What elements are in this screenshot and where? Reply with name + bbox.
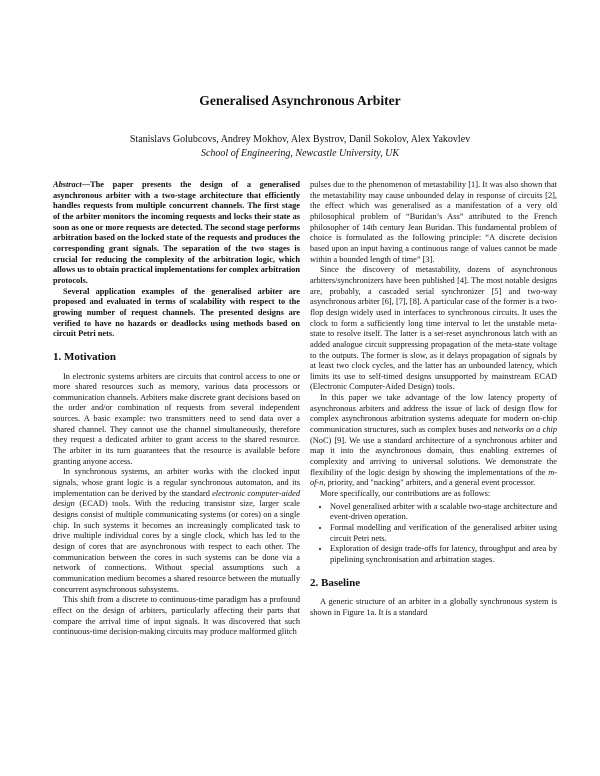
abstract [53,180,300,340]
motivation-paragraph-3: This shift from a discrete to continuous-time paradigm has a profound effect on the design of arbiters, particularly affecting their parts that compare the arrival time of input signals. It was discovered that such continuous-time decision-making circuits may produce malformed glitch [53,595,300,637]
list-item: • Novel generalised arbiter with a scalable two-stage architecture and event-driven operation. [330,502,557,523]
right-paragraph-1: pulses due to the phenomenon of metastability [1]. It was also shown that the metastability may cause unbounded delay in response of circuits [2], the effect which was generalised as a manifestation of a very old philosophical problem of “Buridan’s Ass” attributed to the French philosopher of 14th century Jean Buridan. This fundamental problem of choice is formulated as the following principle: “A discrete decision based upon an input having a continuous range of values cannot be made within a bounded length of time” [3]. [310,180,557,264]
section-heading-baseline: 2. Baseline [310,576,361,589]
abstract-paragraph-1: Abstract—The paper presents the design of a generalised asynchronous arbiter with a two-stage architecture that efficiently handles requests from multiple concurrent channels. The first stage of the arbiter monitors the incoming requests and locks their state as soon as one or more requests are detected. The second stage performs arbitration based on the locked state of the requests and produces the corresponding grant signals. The separation of the two stages is crucial for reducing the complexity of the arbitration logic, which allows us to obtain practical implementations for complex arbitration protocols. [53,180,300,285]
list-item: • Exploration of design trade-offs for latency, throughput and area by pipelining synchronisation and arbitration stages. [330,544,557,565]
left-column [53,180,300,638]
right-column [310,180,557,619]
motivation-paragraph-1: In electronic systems arbiters are circuits that control access to one or more shared resources such as memory, various data processors or communication channels. Arbiters make discrete grant decisions based on the order and/or combination of requests from several independent sources. A basic example: two transmitters need to send data over a shared channel. They cannot use the channel simultaneously, therefore they request a dedicated arbiter to grant access to the shared resource. The arbiter in its turn guarantees that the resource is available before granting anyone access. [53,371,300,466]
abstract-paragraph-2: Several application examples of the generalised arbiter are proposed and evaluated in terms of scalability with respect to the growing number of request channels. The presented designs are verified to have no hazards or deadlocks using methods based on circuit Petri nets. [53,286,300,339]
author-list: Stanislavs Golubcovs, Andrey Mokhov, Alex Bystrov, Danil Sokolov, Alex Yakovlev [129,134,471,145]
list-item: • Formal modelling and verification of the generalised arbiter using circuit Petri nets. [330,523,557,544]
affiliation: School of Engineering, Newcastle University, UK [200,148,400,159]
section-heading-motivation: 1. Motivation [53,350,116,363]
right-paragraph-3: In this paper we take advantage of the low latency property of asynchronous arbiters and address the issue of lack of design flow for complex asynchronous arbitration systems adequate for modern on-chip communication structures, such as complex buses and networks on a chip (NoC) [9]. We use a standard architecture of a synchronous arbiter and map it into the asynchronous domain, thus enabling extremes of complexity and arriving to universal solutions. We demonstrate the flexibility of the logic design by showing the implementations of the m-of-n, priority, and "nacking" arbiters, and a general event processor. [310,393,557,488]
right-paragraph-2: Since the discovery of metastability, dozens of asynchronous arbiters/synchronizers have been published [4]. The most notable designs are, probably, a cascaded serial synchronizer [5] and two-way asynchronous arbiter [6], [7], [8]. A particular case of the former is a two-flop design widely used in interfaces to synchronous circuits. It uses the clock to form a sufficiently long time interval to let the unstable meta-state to resolve itself. The latter is a set-reset asynchronous latch with an added analogue circuit suppressing propagation of the meta-state voltage to the outputs. The former is slow, as it delays propagation of signals by at least two clock cycles, and the latter has an unbounded latency, which limits its use to self-timed designs unsupported by mainstream ECAD (Electronic Computer-Aided Design) tools. [310,265,557,392]
right-paragraph-4: More specifically, our contributions are as follows: [320,489,491,499]
paper-title: Generalised Asynchronous Arbiter [199,93,401,108]
baseline-paragraph-1: A generic structure of an arbiter in a globally synchronous system is shown in Figure 1a. It is a standard [310,597,557,617]
contributions-list [310,502,557,566]
motivation-paragraph-2: In synchronous systems, an arbiter works with the clocked input signals, whose grant logic is a regular synchronous automaton, and its implementation can be derived by the standard electronic computer-aided design (ECAD) tools. With the reducing transistor size, larger scale designs consist of multiple communicating systems (or cores) on a single chip. In such systems it becomes an increasingly complicated task to drive multiple individual cores by a single clock, which has led to the design of cores that are asynchronous with respect to each other. The communication between the cores in such systems can be done via a network of connections. Without special assumptions such a communication medium becomes a shared resource between the mutually concurrent asynchronous subsystems. [53,467,301,594]
abstract-label: Abstract [53,180,82,189]
